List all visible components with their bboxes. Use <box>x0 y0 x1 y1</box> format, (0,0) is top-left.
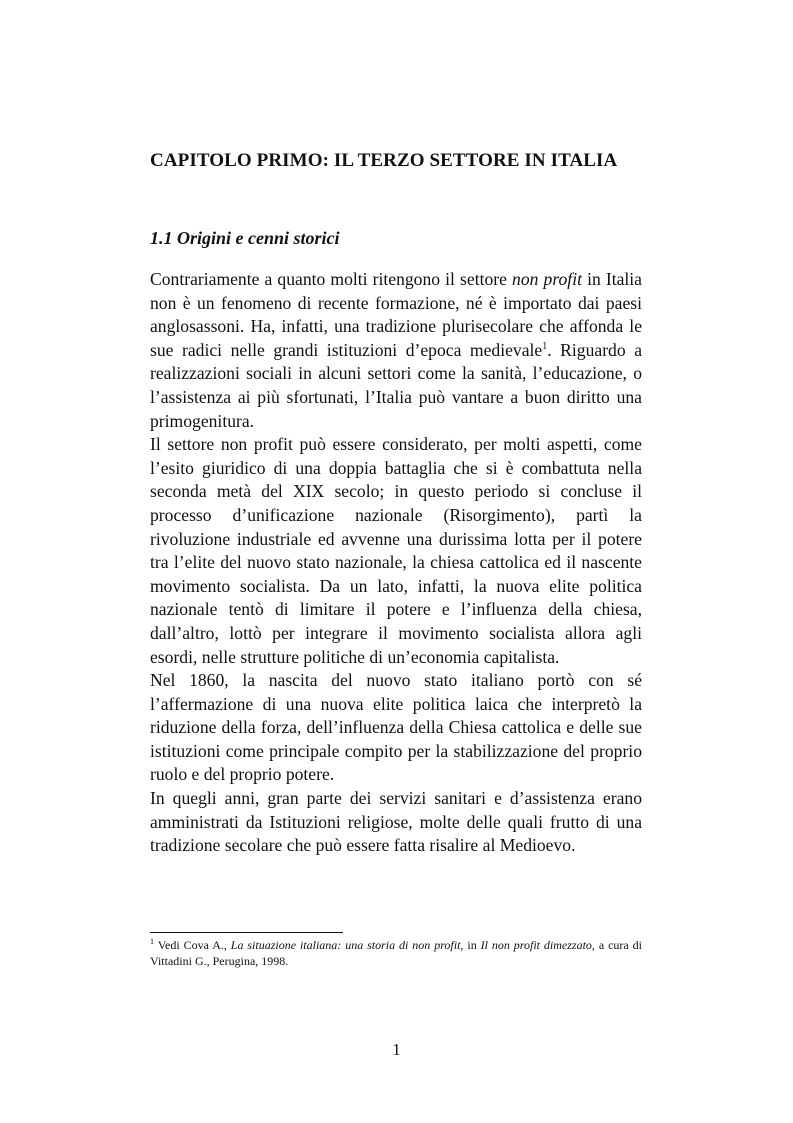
footnote-title-2: Il non profit dimezzato <box>480 938 592 952</box>
footnote-number: 1 <box>150 937 154 946</box>
footnote-divider <box>150 932 343 933</box>
footnote-title-1: La situazione italiana: una storia di non profit, <box>230 938 464 952</box>
paragraph-3: Nel 1860, la nascita del nuovo stato italiano portò con sé l’affermazione di una nuova elite politica laica che interpretò la riduzione della forza, dell’influenza della Chiesa cattolica e delle sue istituzioni come principale compito per la stabilizzazione del proprio ruolo e del proprio potere. <box>150 670 642 785</box>
footnote-text-a: Vedi Cova A., <box>154 938 231 952</box>
footnote-reference[interactable]: 1 <box>542 340 548 352</box>
body-text <box>150 268 642 858</box>
page-number: 1 <box>392 1040 401 1059</box>
footnote <box>150 937 642 969</box>
paragraph-2: Il settore non profit può essere considerato, per molti aspetti, come l’esito giuridico di una doppia battaglia che si è combattuta nella seconda metà del XIX secolo; in questo periodo si concluse il processo d’unificazione nazionale (Risorgimento), partì la rivoluzione industriale ed avvenne una durissima lotta per il potere tra l’elite del nuovo stato nazionale, la chiesa cattolica ed il nascente movimento socialista. Da un lato, infatti, la nuova elite politica nazionale tentò di limitare il potere e l’influenza della chiesa, dall’altro, lottò per integrare il movimento socialista allora agli esordi, nelle strutture politiche di un’economia capitalista. <box>150 434 642 667</box>
paragraph-1-text-c: . Riguardo a realizzazioni sociali in alcuni settori come la sanità, l’educazione, o l’assistenza ai più sfortunati, l’Italia può vantare a buon diritto una primogenitura. <box>150 339 643 431</box>
footnote-text-b: in <box>463 938 481 952</box>
paragraph-1-text-b: in Italia non è un fenomeno di recente formazione, né è importato dai paesi anglosassoni. Ha, infatti, una tradizione plurisecolare che affonda le sue radici nelle grandi istituzioni d’epoca medievale <box>150 269 642 360</box>
chapter-title: CAPITOLO PRIMO: IL TERZO SETTORE IN ITALIA <box>150 150 618 171</box>
paragraph-4: In quegli anni, gran parte dei servizi sanitari e d’assistenza erano amministrati da Istituzioni religiose, molte delle quali frutto di una tradizione secolare che può essere fatta risalire al Medioevo. <box>150 788 642 856</box>
paragraph-1-text-a: Contrariamente a quanto molti ritengono il settore <box>150 269 513 289</box>
paragraph-1 <box>150 268 642 433</box>
footnote-text-c: , a cura di Vittadini G., Perugina, 1998. <box>150 938 642 968</box>
section-title: 1.1 Origini e cenni storici <box>150 228 340 248</box>
paragraph-1-italic: non profit <box>512 269 582 289</box>
